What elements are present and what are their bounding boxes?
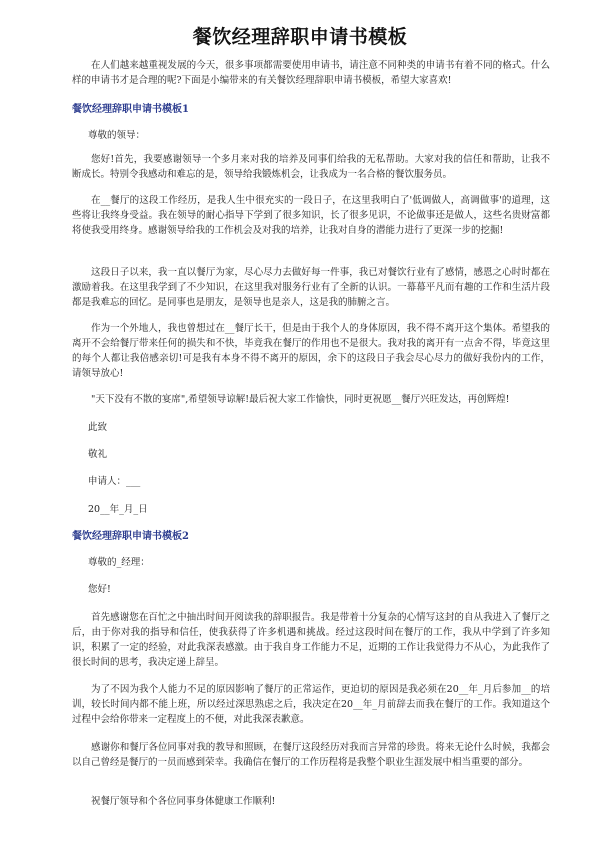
template2-paragraph: 感谢你和餐厅各位同事对我的教导和照顾，在餐厅这段经历对我而言异常的珍贵。将来无论什么时候，我都会以自己曾经是餐厅的一员而感到荣幸。我确信在餐厅的工作历程将是我整个职业生涯发展中相当重要的部分。 bbox=[72, 742, 550, 768]
template1-paragraph: 在__餐厅的这段工作经历，是我人生中很充实的一段日子，在这里我明白了'低调做人，高调做事'的道理，这些将让我终身受益。我在领导的耐心指导下学到了很多知识，长了很多见识，不论做事还是做人，这些名贵财富都将使我受用终身。感谢领导给我的工作机会及对我的培养，让我对自身的潜能力进行了更深一步的挖掘! bbox=[72, 195, 550, 236]
template2-paragraph: 首先感谢您在百忙之中抽出时间开阅读我的辞职报告。我是带着十分复杂的心情写这封的自从我进入了餐厅之后，由于你对我的指导和信任，使我获得了许多机遇和挑战。经过这段时间在餐厅的工作，我从中学到了许多知识，积累了一定的经验，对此我深表感激。由于我自身工作能力不足，近期的工作让我觉得力不从心，为此我作了很长时间的思考，我决定递上辞呈。 bbox=[72, 612, 550, 668]
intro-paragraph: 在人们越来越重视发展的今天，很多事项都需要使用申请书，请注意不同种类的申请书有着不同的格式。什么样的申请书才是合理的呢?下面是小编带来的有关餐饮经理辞职申请书模板，希望大家喜欢! bbox=[72, 60, 550, 86]
template2-paragraph: 为了不因为我个人能力不足的原因影响了餐厅的正常运作，更迫切的原因是我必须在20__年_月后参加__的培训，较长时间内都不能上班，所以经过深思熟虑之后，我决定在20__年_月前辞去而我在餐厅的工作。我知道这个过程中会给你带来一定程度上的不便，对此我深表歉意。 bbox=[72, 684, 550, 725]
template2-salutation: 尊敬的_经理： bbox=[88, 557, 150, 568]
template1-paragraph: 作为一个外地人，我也曾想过在__餐厅长干，但是由于我个人的身体原因，我不得不离开这个集体。希望我的离开不会给餐厅带来任何的损失和不快，毕竟我在餐厅的作用也不是很大。我对我的离开有一点舍不得，毕竟这里的每个人都让我倍感亲切!可是我有本身不得不离开的原因，余下的这段日子我会尽心尽力的做好我份内的工作，请领导放心! bbox=[72, 323, 550, 379]
template1-paragraph: 您好!首先，我要感谢领导一个多月来对我的培养及同事们给我的无私帮助。大家对我的信任和帮助，让我不断成长。特别令我感动和难忘的是，领导给我锻炼机会，让我成为一名合格的餐饮服务员。 bbox=[72, 154, 550, 180]
applicant-line: 申请人：___ bbox=[88, 476, 141, 487]
template2-greeting: 您好! bbox=[88, 584, 111, 595]
template1-heading: 餐饮经理辞职申请书模板1 bbox=[72, 104, 189, 115]
template1-paragraph: 这段日子以来，我一直以餐厅为家，尽心尽力去做好每一件事，我已对餐饮行业有了感情，感恩之心时时都在激励着我。在这里我学到了不少知识，在这里我对服务行业有了全新的认识。一幕幕平凡而有趣的工作和生活片段都是我难忘的回忆。是同事也是朋友，是领导也是亲人，这是我的肺腑之言。 bbox=[72, 267, 550, 308]
closing-line: 敬礼 bbox=[88, 449, 108, 460]
template2-heading: 餐饮经理辞职申请书模板2 bbox=[72, 531, 189, 542]
closing-line: 此致 bbox=[88, 422, 108, 433]
document-title: 餐饮经理辞职申请书模板 bbox=[192, 26, 408, 48]
template1-salutation: 尊敬的领导： bbox=[88, 130, 146, 141]
template1-paragraph: "天下没有不散的宴席",希望领导谅解!最后祝大家工作愉快，同时更祝愿__餐厅兴旺发达，再创辉煌! bbox=[91, 394, 510, 405]
template2-paragraph: 祝餐厅领导和个各位同事身体健康工作顺利! bbox=[91, 796, 276, 807]
date-line: 20__年_月_日 bbox=[88, 504, 148, 515]
